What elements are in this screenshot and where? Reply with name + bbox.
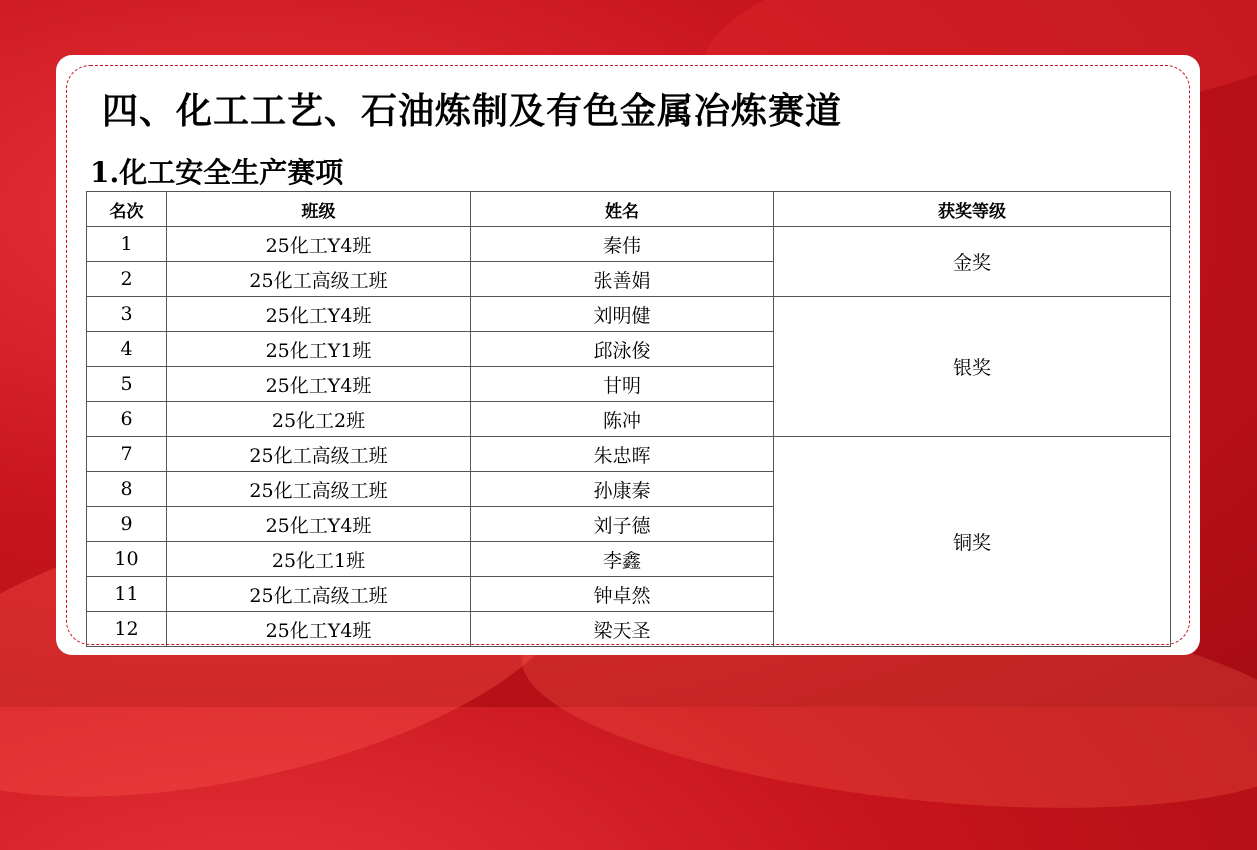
rank-cell: 4 — [87, 332, 167, 367]
class-cell: 25化工高级工班 — [167, 262, 471, 297]
name-cell: 孙康秦 — [471, 472, 774, 507]
rank-cell: 7 — [87, 437, 167, 472]
rank-cell: 12 — [87, 612, 167, 647]
header-rank: 名次 — [87, 192, 167, 227]
class-cell: 25化工Y1班 — [167, 332, 471, 367]
table-row — [87, 227, 1171, 262]
header-class: 班级 — [167, 192, 471, 227]
class-cell: 25化工高级工班 — [167, 437, 471, 472]
name-cell: 邱泳俊 — [471, 332, 774, 367]
rank-cell: 10 — [87, 542, 167, 577]
rank-cell: 6 — [87, 402, 167, 437]
class-cell: 25化工Y4班 — [167, 367, 471, 402]
content-card — [56, 55, 1200, 655]
name-cell: 梁天圣 — [471, 612, 774, 647]
award-cell-silver: 银奖 — [774, 297, 1171, 437]
slide-title: 四、化工工艺、石油炼制及有色金属冶炼赛道 — [102, 90, 843, 132]
name-cell: 张善娟 — [471, 262, 774, 297]
results-table — [86, 191, 1171, 647]
name-cell: 秦伟 — [471, 227, 774, 262]
name-cell: 李鑫 — [471, 542, 774, 577]
class-cell: 25化工高级工班 — [167, 472, 471, 507]
class-cell: 25化工高级工班 — [167, 577, 471, 612]
table-row — [87, 297, 1171, 332]
section-subtitle: 1.化工安全生产赛项 — [90, 156, 344, 189]
name-cell: 陈冲 — [471, 402, 774, 437]
award-cell-gold: 金奖 — [774, 227, 1171, 297]
header-name: 姓名 — [471, 192, 774, 227]
award-cell-bronze: 铜奖 — [774, 437, 1171, 647]
class-cell: 25化工1班 — [167, 542, 471, 577]
name-cell: 甘明 — [471, 367, 774, 402]
rank-cell: 1 — [87, 227, 167, 262]
class-cell: 25化工Y4班 — [167, 227, 471, 262]
rank-cell: 3 — [87, 297, 167, 332]
class-cell: 25化工Y4班 — [167, 297, 471, 332]
class-cell: 25化工Y4班 — [167, 612, 471, 647]
class-cell: 25化工2班 — [167, 402, 471, 437]
name-cell: 刘明健 — [471, 297, 774, 332]
rank-cell: 5 — [87, 367, 167, 402]
name-cell: 刘子德 — [471, 507, 774, 542]
header-award: 获奖等级 — [774, 192, 1171, 227]
name-cell: 朱忠晖 — [471, 437, 774, 472]
rank-cell: 8 — [87, 472, 167, 507]
table-row — [87, 437, 1171, 472]
class-cell: 25化工Y4班 — [167, 507, 471, 542]
rank-cell: 9 — [87, 507, 167, 542]
rank-cell: 2 — [87, 262, 167, 297]
name-cell: 钟卓然 — [471, 577, 774, 612]
rank-cell: 11 — [87, 577, 167, 612]
table-header-row — [87, 192, 1171, 227]
